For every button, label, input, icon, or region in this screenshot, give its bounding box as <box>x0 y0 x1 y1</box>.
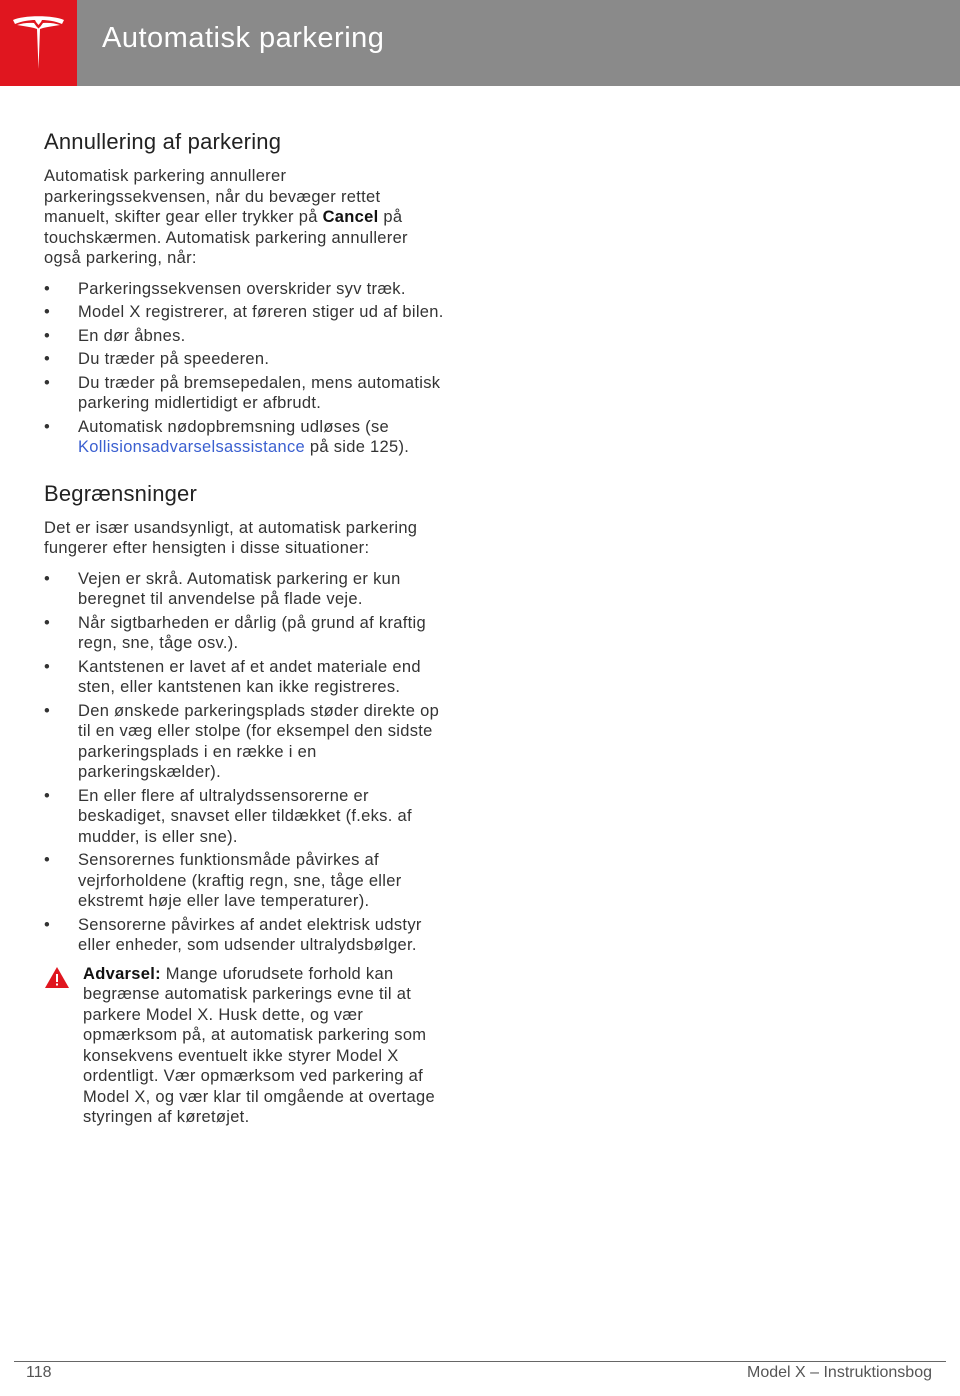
section-heading-limitations: Begrænsninger <box>44 480 198 506</box>
list-item: • Vejen er skrå. Automatisk parkering er kun beregnet til anvendelse på flade veje. <box>44 569 401 608</box>
list-item-text-end: på side 125). <box>304 438 410 456</box>
list-item-text: Du træder på bremsepedalen, mens automatisk parkering midlertidigt er afbrudt. <box>78 373 441 412</box>
main-content <box>44 128 444 1128</box>
list-item-text: En eller flere af ultralydssensorerne er beskadiget, snavset eller tildækket (f.eks. af mudder, is eller sne). <box>78 786 412 846</box>
page-number: 118 <box>26 1364 52 1381</box>
list-item-text: Vejen er skrå. Automatisk parkering er kun beregnet til anvendelse på flade veje. <box>78 569 401 608</box>
list-item-text: Kantstenen er lavet af et andet materiale end sten, eller kantstenen kan ikke registreres. <box>78 657 421 696</box>
list-item: • En dør åbnes. <box>44 326 186 345</box>
list-item-text: Sensorerne påvirkes af andet elektrisk udstyr eller enheder, som udsender ultralydsbølger. <box>78 915 422 954</box>
list-item: • Parkeringssekvensen overskrider syv træk. <box>44 279 406 298</box>
list-item-text: Du træder på speederen. <box>78 350 270 368</box>
list-item-text: En dør åbnes. <box>78 326 186 345</box>
limitations-section <box>44 480 444 1128</box>
footer-doc-title: Model X – Instruktionsbog <box>747 1364 932 1381</box>
list-item-text: Når sigtbarheden er dårlig (på grund af kraftig regn, sne, tåge osv.). <box>78 613 426 652</box>
page-header <box>0 0 960 86</box>
list-item-text: Parkeringssekvensen overskrider syv træk. <box>78 279 406 298</box>
list-item: • Sensorerne påvirkes af andet elektrisk udstyr eller enheder, som udsender ultralydsbølger. <box>44 915 422 954</box>
intro-text: Automatisk parkering annullerer parkeringssekvensen, når du bevæger rettet manuelt, skifter gear eller trykker på <box>44 167 381 226</box>
page-title: Automatisk parkering <box>102 22 385 54</box>
list-item: • En eller flere af ultralydssensorerne er beskadiget, snavset eller tildækket (f.eks. af mudder, is eller sne). <box>44 786 412 846</box>
list-item: • Model X registrerer, at føreren stiger ud af bilen. <box>44 303 444 321</box>
section-heading-cancel: Annullering af parkering <box>44 129 282 154</box>
list-item: • Den ønskede parkeringsplads støder direkte op til en væg eller stolpe (for eksempel den sidste parkeringsplads i en række i en parkeringskælder). <box>44 701 440 781</box>
tesla-logo-icon <box>11 14 66 72</box>
cancel-conditions-list <box>44 279 444 458</box>
list-item: • Du træder på speederen. <box>44 350 270 368</box>
list-item-text: Den ønskede parkeringsplads støder direkte op til en væg eller stolpe (for eksempel den sidste parkeringsplads i en række i en parkeringskælder). <box>78 701 440 781</box>
list-item-text: Sensorernes funktionsmåde påvirkes af vejrforholdene (kraftig regn, sne, tåge eller ekstremt høje eller lave temperaturer). <box>78 851 402 910</box>
footer-divider <box>14 1361 946 1362</box>
warning-icon <box>44 966 70 989</box>
warning-box <box>44 964 444 1128</box>
list-item-text: Automatisk nødopbremsning udløses (se <box>78 417 389 436</box>
list-item-text: Model X registrerer, at føreren stiger ud af bilen. <box>78 303 444 321</box>
list-item: • Sensorernes funktionsmåde påvirkes af vejrforholdene (kraftig regn, sne, tåge eller ekstremt høje eller lave temperaturer). <box>44 851 402 910</box>
section-intro-cancel <box>44 166 444 269</box>
warning-label: Advarsel: <box>83 964 161 983</box>
list-item: • Automatisk nødopbremsning udløses (se Kollisionsadvarselsassistance på side 125). <box>44 417 410 456</box>
list-item: • Når sigtbarheden er dårlig (på grund af kraftig regn, sne, tåge osv.). <box>44 613 426 652</box>
list-item: • Du træder på bremsepedalen, mens automatisk parkering midlertidigt er afbrudt. <box>44 373 441 412</box>
tesla-logo <box>0 0 77 86</box>
intro-text-end: på touchskærmen. Automatisk parkering annullerer også parkering, når: <box>44 208 408 267</box>
warning-text: Mange uforudsete forhold kan begrænse automatisk parkerings evne til at parkere Model X. Husk dette, og vær opmærksom på, at automatisk parkering som konsekvens eventuelt ikke styrer Model X ordentligt. Vær opmærksom ved parkering af Model X, og vær klar til omgående at overtage styringen af køretøjet. <box>83 964 435 1126</box>
cancel-label: Cancel <box>322 208 379 226</box>
list-item: • Kantstenen er lavet af et andet materiale end sten, eller kantstenen kan ikke registreres. <box>44 657 421 696</box>
section-intro-limitations: Det er især usandsynligt, at automatisk parkering fungerer efter hensigten i disse situationer: <box>44 518 418 557</box>
collision-warning-link[interactable]: Kollisionsadvarselsassistance <box>78 438 305 456</box>
limitations-list <box>44 569 444 956</box>
